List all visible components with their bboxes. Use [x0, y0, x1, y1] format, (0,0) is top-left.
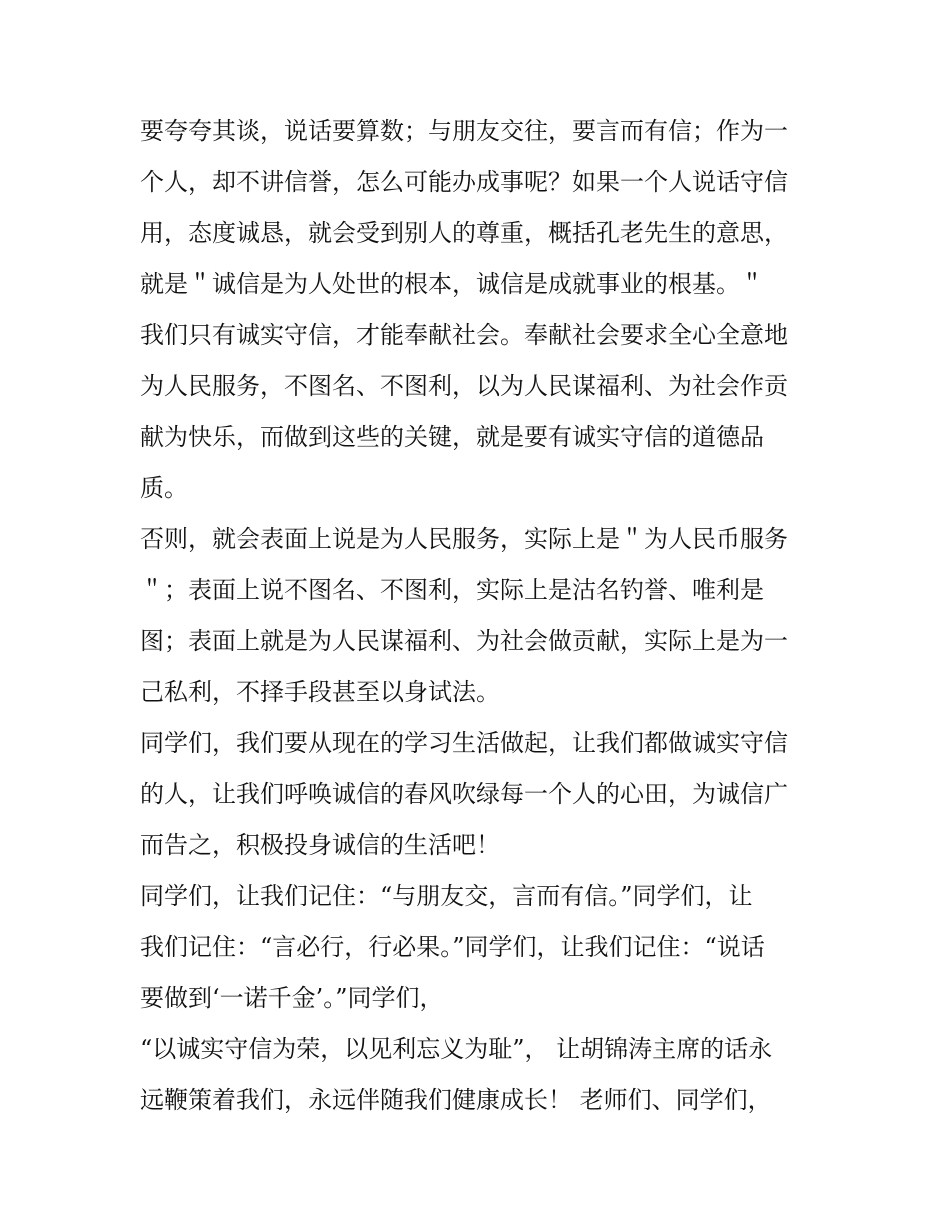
text-line-12: 己私利，不择手段甚至以身试法。 — [140, 678, 500, 706]
text-line-2: 个人，却不讲信誉，怎么可能办成事呢？如果一个人说话守信 — [140, 168, 788, 196]
text-line-16: 同学们，让我们记住：“与朋友交，言而有信。”同学们，让 — [140, 882, 753, 910]
text-line-1: 要夸夸其谈，说话要算数；与朋友交往，要言而有信；作为一 — [140, 117, 788, 145]
text-line-7: 献为快乐，而做到这些的关键，就是要有诚实守信的道德品 — [140, 423, 764, 451]
text-line-9: 否则，就会表面上说是为人民服务，实际上是＂为人民币服务 — [140, 525, 788, 553]
text-line-5: 我们只有诚实守信，才能奉献社会。奉献社会要求全心全意地 — [140, 321, 788, 349]
text-line-11: 图；表面上就是为人民谋福利、为社会做贡献，实际上是为一 — [140, 627, 788, 655]
text-line-8: 质。 — [140, 474, 188, 502]
body-text — [140, 106, 820, 1126]
text-line-13: 同学们，我们要从现在的学习生活做起，让我们都做诚实守信 — [140, 729, 788, 757]
text-line-20: 远鞭策着我们，永远伴随我们健康成长！ 老师们、同学们， — [140, 1086, 772, 1114]
text-line-15: 而告之，积极投身诚信的生活吧！ — [140, 831, 500, 859]
text-line-3: 用，态度诚恳，就会受到别人的尊重，概括孔老先生的意思， — [140, 219, 788, 247]
text-line-6: 为人民服务，不图名、不图利，以为人民谋福利、为社会作贡 — [140, 372, 788, 400]
text-line-4: 就是＂诚信是为人处世的根本，诚信是成就事业的根基。＂ — [140, 270, 764, 298]
text-line-10: ＂；表面上说不图名、不图利，实际上是沽名钓誉、唯利是 — [140, 576, 764, 604]
text-line-19: “以诚实守信为荣，以见利忘义为耻”， 让胡锦涛主席的话永 — [140, 1035, 773, 1063]
text-line-18: 要做到‘一诺千金’。”同学们， — [140, 984, 444, 1012]
text-line-14: 的人，让我们呼唤诚信的春风吹绿每一个人的心田，为诚信广 — [140, 780, 788, 808]
text-line-17: 我们记住：“言必行，行必果。”同学们，让我们记住：“说话 — [140, 933, 765, 961]
